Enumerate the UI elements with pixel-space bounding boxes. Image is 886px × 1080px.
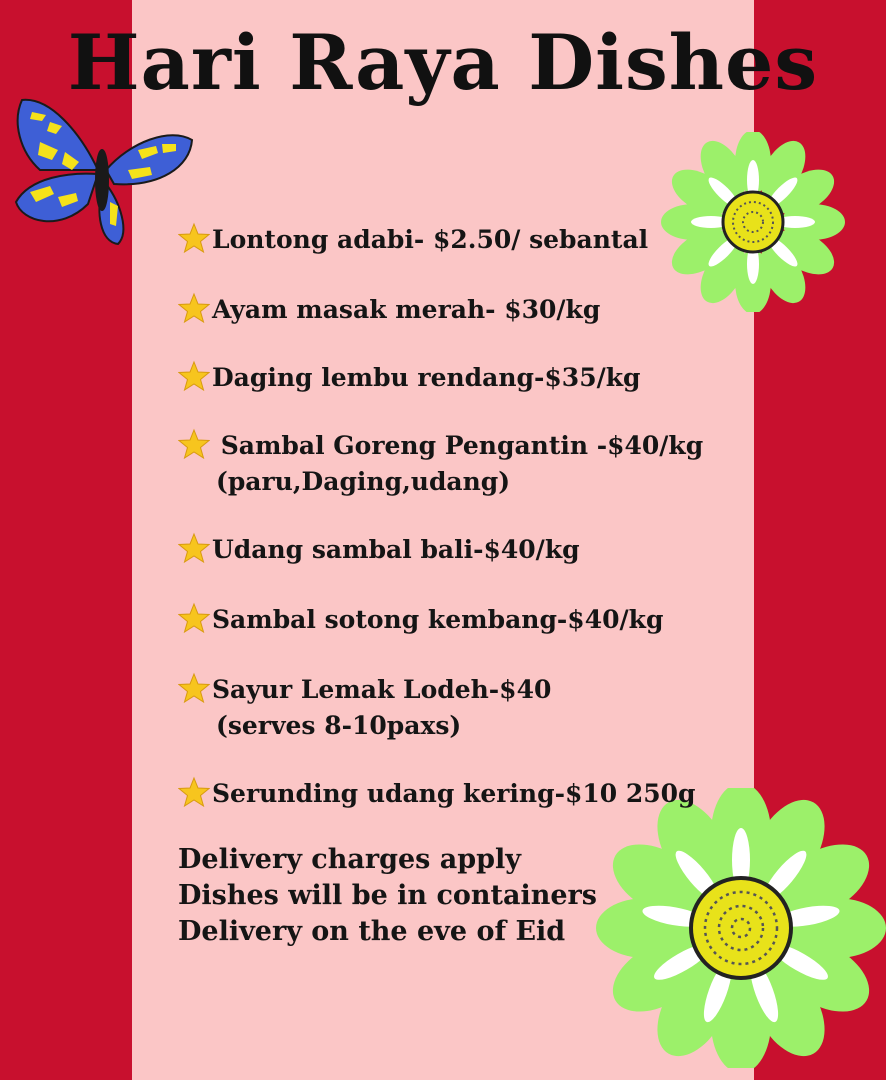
- page-title: Hari Raya Dishes: [67, 18, 819, 107]
- star-icon: [178, 602, 210, 634]
- menu-item-name: Serunding udang kering-$10 250g: [212, 779, 696, 808]
- star-icon: [178, 776, 210, 808]
- menu-item-detail: (serves 8-10paxs): [216, 711, 462, 740]
- note-line: Delivery charges apply: [178, 844, 521, 875]
- menu-item-name: Sambal Goreng Pengantin -$40/kg: [212, 431, 704, 460]
- note-line: Dishes will be in containers: [178, 880, 597, 911]
- note-line: Delivery on the eve of Eid: [178, 916, 566, 947]
- butterfly-icon: [10, 92, 196, 252]
- menu-item: [178, 292, 600, 328]
- star-icon: [178, 672, 210, 704]
- menu-item-name: Sayur Lemak Lodeh-$40: [212, 675, 552, 704]
- star-icon: [178, 532, 210, 564]
- star-icon: [178, 292, 210, 324]
- star-icon: [178, 360, 210, 392]
- star-icon: [178, 222, 210, 254]
- menu-item: [178, 428, 703, 500]
- menu-item-name: Udang sambal bali-$40/kg: [212, 535, 580, 564]
- menu-item: [178, 776, 696, 812]
- menu-item: [178, 602, 663, 638]
- star-icon: [178, 428, 210, 460]
- menu-item-name: Daging lembu rendang-$35/kg: [212, 363, 641, 392]
- menu-item-name: Sambal sotong kembang-$40/kg: [212, 605, 664, 634]
- menu-item-name: Lontong adabi- $2.50/ sebantal: [212, 225, 649, 254]
- delivery-notes: [178, 842, 597, 950]
- flower-icon: [596, 788, 886, 1068]
- flower-icon: [660, 132, 846, 312]
- menu-item-name: Ayam masak merah- $30/kg: [212, 295, 601, 324]
- menu-item: [178, 222, 648, 258]
- menu-item: [178, 672, 551, 744]
- menu-item: [178, 360, 641, 396]
- menu-item-detail: (paru,Daging,udang): [216, 467, 511, 496]
- menu-item: [178, 532, 580, 568]
